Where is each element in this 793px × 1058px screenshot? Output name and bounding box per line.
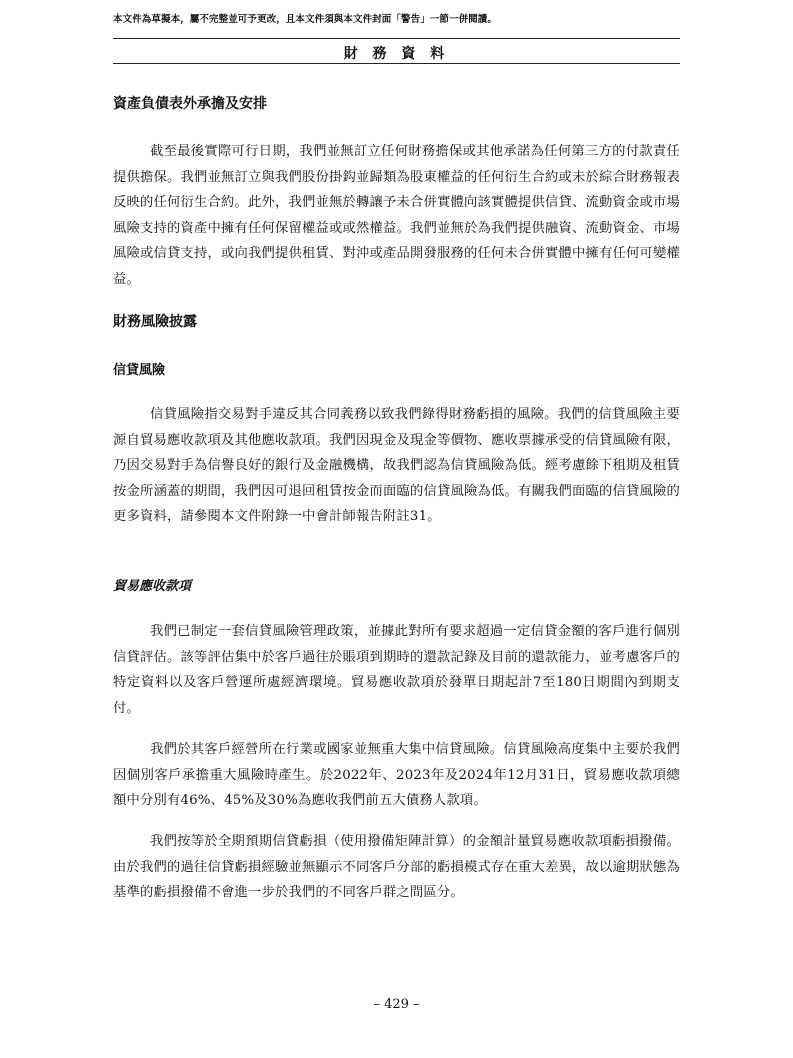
section-title: 財 務 資 料 [343, 46, 450, 62]
trade-receivables-heading: 貿易應收款項 [113, 579, 192, 594]
financial-risk-heading: 財務風險披露 [113, 314, 197, 330]
trade-receivables-paragraph-2: 我們於其客戶經營所在行業或國家並無重大集中信貸風險。信貸風險高度集中主要於我們因個別客戶承擔重大風險時產生。於2022年、2023年及2024年12月31日，貿易應收款項總額中分別有46%、45%及30%為應收我們前五大債務人款項。 [113, 742, 680, 808]
header-rule-bottom [113, 63, 680, 64]
off-balance-paragraph: 截至最後實際可行日期，我們並無訂立任何財務擔保或其他承諾為任何第三方的付款責任提供擔保。我們並無訂立與我們股份掛鈎並歸類為股東權益的任何衍生合約或未於綜合財務報表反映的任何衍生合約。此外，我們並無於轉讓予未合併實體向該實體提供信貸、流動資金或市場風險支持的資產中擁有任何保留權益或或然權益。我們並無於為我們提供融資、流動資金、市場風險或信貸支持，或向我們提供租賃、對沖或產品開發服務的任何未合併實體中擁有任何可變權益。 [113, 144, 680, 287]
draft-disclaimer: 本文件為草擬本，屬不完整並可予更改，且本文件須與本文件封面「警告」一節一併閱讀。 [113, 14, 498, 25]
off-balance-heading: 資產負債表外承擔及安排 [113, 96, 267, 112]
header-rule-top [113, 38, 680, 39]
credit-risk-paragraph: 信貸風險指交易對手違反其合同義務以致我們錄得財務虧損的風險。我們的信貸風險主要源自貿易應收款項及其他應收款項。我們因現金及現金等價物、應收票據承受的信貸風險有限，乃因交易對手為信譽良好的銀行及金融機構，故我們認為信貸風險為低。經考慮餘下租期及租賃按金所涵蓋的期間，我們因可退回租賃按金而面臨的信貸風險為低。有關我們面臨的信貸風險的更多資料，請參閱本文件附錄一中會計師報告附註31。 [113, 407, 680, 524]
page-number: – 429 – [373, 997, 420, 1012]
trade-receivables-paragraph-3: 我們按等於全期預期信貸虧損（使用撥備矩陣計算）的金額計量貿易應收款項虧損撥備。由於我們的過往信貸虧損經驗並無顯示不同客戶分部的虧損模式存在重大差異，故以逾期狀態為基準的虧損撥備不會進一步於我們的不同客戶群之間區分。 [113, 834, 680, 900]
trade-receivables-paragraph-1: 我們已制定一套信貸風險管理政策，並據此對所有要求超過一定信貸金額的客戶進行個別信貸評估。該等評估集中於客戶過往於賬項到期時的還款記錄及目前的還款能力，並考慮客戶的特定資料以及客戶營運所處經濟環境。貿易應收款項於發單日期起計7至180日期間內到期支付。 [113, 624, 680, 716]
credit-risk-heading: 信貸風險 [113, 363, 166, 378]
